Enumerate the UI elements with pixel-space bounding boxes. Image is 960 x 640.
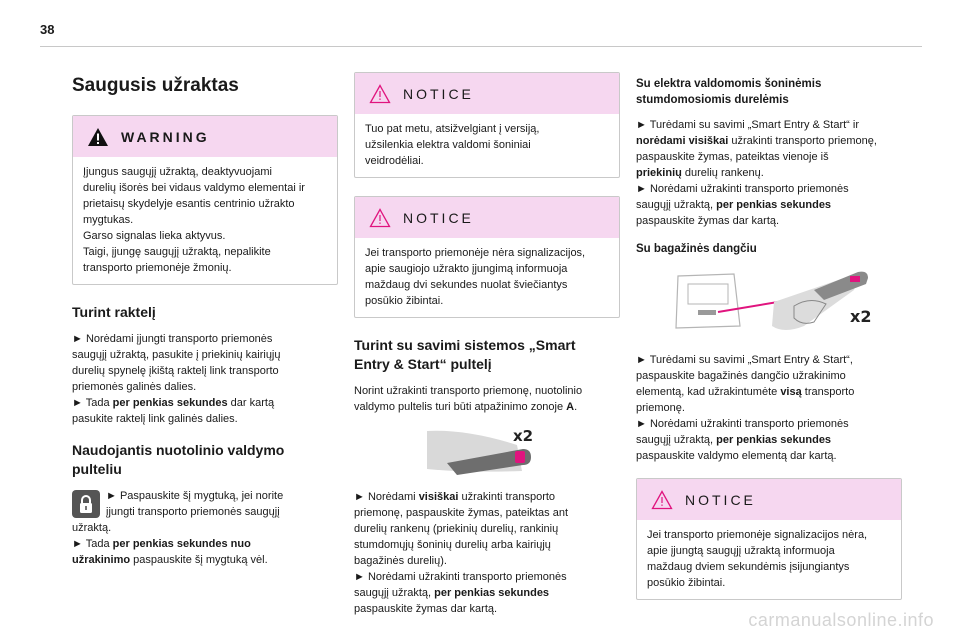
- boot-bold: per penkias sekundes: [716, 434, 832, 446]
- key-text: ► Tada: [72, 397, 113, 409]
- smart-text: saugųjį užraktą,: [354, 587, 435, 599]
- remote-line: ► Paspauskite šį mygtuką, jei norite: [106, 490, 284, 502]
- remote-heading-l2: pulteliu: [72, 461, 122, 477]
- warning-line: Įjungus saugųjį užraktą, deaktyvuojami: [83, 166, 272, 178]
- remote-line: užraktą.: [72, 522, 112, 534]
- remote-row: [72, 488, 338, 520]
- column-right: [636, 72, 902, 618]
- boot-line: paspauskite valdymo elementą dar kartą.: [636, 450, 837, 462]
- warning-line: Taigi, įjungę saugųjį užraktą, nepalikite: [83, 246, 271, 258]
- electric-text: saugųjį užraktą,: [636, 199, 717, 211]
- remote-icon-text: [106, 488, 283, 520]
- smart-intro: [354, 399, 620, 415]
- electric-line: paspauskite žymas, pateiktas vienoje iš: [636, 151, 829, 163]
- boot-text: transporto: [801, 386, 855, 398]
- x2-label: x2: [850, 307, 872, 326]
- smart-line: [354, 585, 620, 601]
- door-handle-illustration: [427, 423, 547, 481]
- smart-bold: visiškai: [418, 491, 459, 503]
- notice-box-2: [354, 196, 620, 318]
- x2-label: x2: [513, 427, 534, 445]
- watermark: carmanualsonline.info: [748, 610, 934, 630]
- warning-line: prietaisų skydelyje esantis centrinio užrakto: [83, 198, 295, 210]
- notice-line: apie įjungtą saugųjį užraktą informuoja: [647, 545, 835, 557]
- warning-header: [73, 116, 337, 157]
- electric-bold: norėdami visiškai: [636, 135, 729, 147]
- notice-line: maždaug dviem sekundėmis įsijungiantys: [647, 561, 850, 573]
- warning-line: mygtukas.: [83, 214, 134, 226]
- key-bold: per penkias sekundes: [112, 397, 228, 409]
- electric-line: paspauskite žymas dar kartą.: [636, 215, 780, 227]
- smart-line: [354, 489, 620, 505]
- smart-line: priemonę, paspauskite žymas, pateiktas ant: [354, 507, 569, 519]
- smart-line: paspauskite žymas dar kartą.: [354, 603, 498, 615]
- warning-line: Garso signalas lieka aktyvus.: [83, 230, 226, 242]
- lock-button-icon: [72, 490, 100, 518]
- smart-line: durelių rankenų (priekinių durelių, rankinių: [354, 523, 559, 535]
- key-line: pasukite raktelį link galinės dalies.: [72, 413, 238, 425]
- smart-line: bagažinės durelių).: [354, 555, 447, 567]
- boot-bold: visą: [780, 386, 802, 398]
- key-line: ► Norėdami įjungti transporto priemonės: [72, 333, 273, 345]
- remote-line: [72, 552, 338, 568]
- electric-text: durelių rankenų.: [681, 167, 764, 179]
- notice-label: NOTICE: [403, 85, 474, 102]
- notice-header: [355, 73, 619, 114]
- notice-box-1: [354, 72, 620, 178]
- boot-heading: Su bagažinės dangčiu: [636, 243, 757, 255]
- boot-section: [636, 352, 902, 464]
- notice-line: Jei transporto priemonėje nėra signalizacijos,: [365, 247, 586, 259]
- notice-line: posūkio žibintai.: [647, 577, 726, 589]
- smart-heading-l1: Turint su savimi sistemos „Smart: [354, 337, 576, 353]
- key-line: durelių spynelę įkištą raktelį link transporto: [72, 365, 279, 377]
- warning-box: [72, 115, 338, 285]
- smart-text: ► Norėdami: [354, 491, 419, 503]
- notice-body: [355, 238, 619, 317]
- remote-heading: [72, 441, 338, 479]
- warning-line: transporto priemonėje žmonių.: [83, 262, 232, 274]
- notice-triangle-icon: [651, 490, 673, 510]
- boot-line: priemonę.: [636, 402, 685, 414]
- electric-heading: [636, 76, 902, 108]
- remote-line: įjungti transporto priemonės saugųjį: [106, 506, 280, 518]
- boot-line: ► Norėdami užrakinti transporto priemonės: [636, 418, 849, 430]
- electric-line: [636, 197, 902, 213]
- smart-intro: Norint užrakinti transporto priemonę, nuotolinio: [354, 385, 583, 397]
- column-middle: [354, 72, 620, 617]
- electric-line: [636, 133, 902, 149]
- warning-triangle-icon: [87, 127, 109, 147]
- notice-label: NOTICE: [685, 491, 756, 508]
- key-line: priemonės galinės dalies.: [72, 381, 197, 393]
- tailgate-illustration: [654, 266, 884, 346]
- boot-text: saugųjį užraktą,: [636, 434, 717, 446]
- remote-heading-l1: Naudojantis nuotolinio valdymo: [72, 442, 285, 458]
- warning-line: durelių išorės bei vidaus valdymo elementai ir: [83, 182, 305, 194]
- notice-line: Jei transporto priemonėje signalizacijos nėra,: [647, 529, 868, 541]
- warning-body: [73, 157, 337, 284]
- electric-text: užrakinti transporto priemonę,: [728, 135, 877, 147]
- electric-bold: priekinių: [636, 167, 682, 179]
- notice-header: [637, 479, 901, 520]
- smart-text: užrakinti transporto: [458, 491, 556, 503]
- page-title: Saugusis užraktas: [72, 75, 239, 96]
- boot-line: ► Turėdami su savimi „Smart Entry & Start“,: [636, 354, 853, 366]
- electric-line: [636, 165, 902, 181]
- smart-text: .: [574, 401, 578, 413]
- electric-heading-l2: stumdomosiomis durelėmis: [636, 94, 789, 106]
- electric-bold: per penkias sekundes: [716, 199, 832, 211]
- smart-bold: per penkias sekundes: [434, 587, 550, 599]
- notice-line: veidrodėliai.: [365, 155, 424, 167]
- electric-heading-l1: Su elektra valdomomis šoninėmis: [636, 78, 822, 90]
- remote-text: ► Tada: [72, 538, 113, 550]
- remote-line: [72, 536, 338, 552]
- key-heading: Turint raktelį: [72, 304, 156, 320]
- notice-triangle-icon: [369, 84, 391, 104]
- notice-body: [637, 520, 901, 599]
- notice-line: posūkio žibintai.: [365, 295, 444, 307]
- remote-bold: per penkias sekundes nuo: [112, 538, 251, 550]
- smart-heading-l2: Entry & Start“ pultelį: [354, 356, 492, 372]
- remote-text: paspauskite šį mygtuką vėl.: [130, 554, 268, 566]
- notice-line: maždaug dvi sekundes nuolat šviečiantys: [365, 279, 568, 291]
- notice-header: [355, 197, 619, 238]
- boot-line: paspauskite bagažinės dangčio užrakinimo: [636, 370, 846, 382]
- electric-section: [636, 117, 902, 229]
- notice-line: Tuo pat metu, atsižvelgiant į versiją,: [365, 123, 540, 135]
- key-section: [72, 331, 338, 427]
- smart-line: stumdomųjų šoninių durelių arba kairiųjų: [354, 539, 551, 551]
- electric-line: ► Turėdami su savimi „Smart Entry & Start“ ir: [636, 119, 859, 131]
- column-left: [72, 72, 338, 568]
- notice-label: NOTICE: [403, 209, 474, 226]
- smart-bold: A: [566, 401, 575, 413]
- notice-body: [355, 114, 619, 177]
- electric-line: ► Norėdami užrakinti transporto priemonės: [636, 183, 849, 195]
- key-line: saugųjį užraktą, pasukite į priekinių kairiųjų: [72, 349, 281, 361]
- page-number: 38: [40, 22, 55, 37]
- boot-line: [636, 384, 902, 400]
- smart-text: valdymo pultelis turi būti atpažinimo zonoje: [354, 401, 567, 413]
- notice-triangle-icon: [369, 208, 391, 228]
- smart-line: ► Norėdami užrakinti transporto priemonės: [354, 571, 567, 583]
- boot-line: [636, 432, 902, 448]
- remote-bold: užrakinimo: [72, 554, 131, 566]
- smart-heading: [354, 336, 620, 374]
- key-text: dar kartą: [227, 397, 275, 409]
- header-divider: [40, 46, 922, 47]
- boot-text: elementą, kad užrakintumėte: [636, 386, 781, 398]
- notice-box-3: [636, 478, 902, 600]
- key-line: [72, 395, 338, 411]
- warning-label: WARNING: [121, 128, 210, 145]
- notice-line: užsilenkia elektra valdomi šoniniai: [365, 139, 531, 151]
- notice-line: apie saugiojo užrakto įjungimą informuoja: [365, 263, 568, 275]
